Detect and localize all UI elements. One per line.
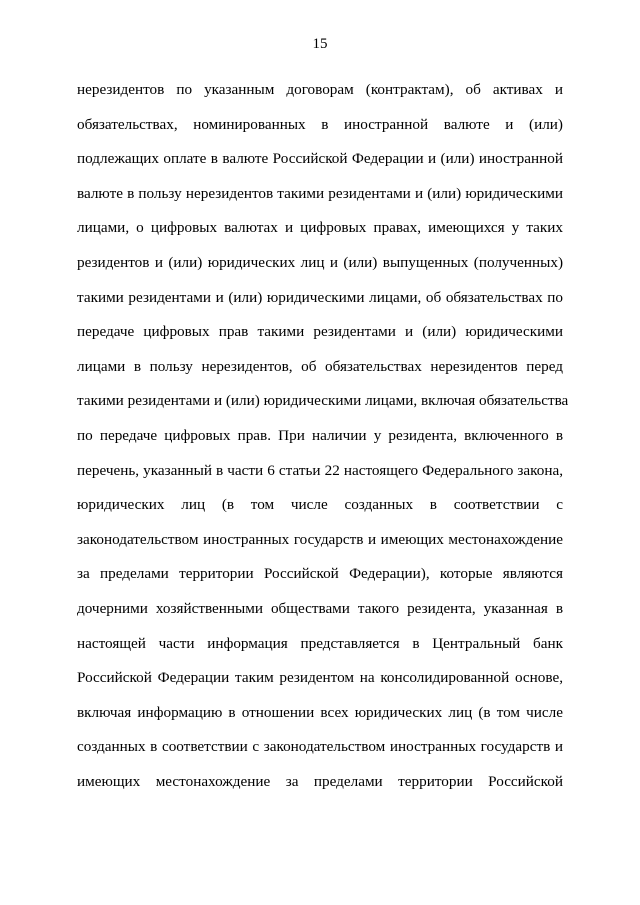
text-line: лицами, о цифровых валютах и цифровых правах, имеющихся у таких xyxy=(77,219,563,237)
text-line: нерезидентов по указанным договорам (контрактам), об активах и xyxy=(77,81,563,98)
text-line: обязательствах, номинированных в иностранной валюте и (или) xyxy=(77,115,563,133)
text-line: лицами в пользу нерезидентов, об обязательствах нерезидентов перед xyxy=(77,357,563,375)
text-line: за пределами территории Российской Федерации), которые являются xyxy=(77,565,563,583)
text-line: дочерними хозяйственными обществами такого резидента, указанная в xyxy=(77,599,563,617)
text-line: такими резидентами и (или) юридическими лицами, об обязательствах по xyxy=(77,288,563,306)
text-line: Российской Федерации таким резидентом на консолидированной основе, xyxy=(77,669,563,687)
text-line: по передаче цифровых прав. При наличии у резидента, включенного в xyxy=(77,426,563,444)
text-line: перечень, указанный в части 6 статьи 22 настоящего Федерального закона, xyxy=(77,461,563,479)
text-line: подлежащих оплате в валюте Российской Федерации и (или) иностранной xyxy=(77,150,563,168)
text-line: имеющих местонахождение за пределами территории Российской xyxy=(77,772,563,790)
text-line: настоящей части информация представляется в Центральный банк xyxy=(77,634,563,652)
text-line: передаче цифровых прав такими резидентами и (или) юридическими xyxy=(77,323,563,341)
page-number: 15 xyxy=(312,36,328,52)
text-line: такими резидентами и (или) юридическими лицами, включая обязательства xyxy=(77,392,569,410)
text-line: созданных в соответствии с законодательством иностранных государств и xyxy=(77,738,563,756)
text-line: валюте в пользу нерезидентов такими резидентами и (или) юридическими xyxy=(77,184,563,202)
text-line: законодательством иностранных государств и имеющих местонахождение xyxy=(77,530,563,548)
body-text xyxy=(77,73,569,799)
text-line: резидентов и (или) юридических лиц и (или) выпущенных (полученных) xyxy=(77,253,563,271)
text-line: юридических лиц (в том числе созданных в соответствии с xyxy=(77,496,563,514)
text-line: включая информацию в отношении всех юридических лиц (в том числе xyxy=(77,703,563,721)
